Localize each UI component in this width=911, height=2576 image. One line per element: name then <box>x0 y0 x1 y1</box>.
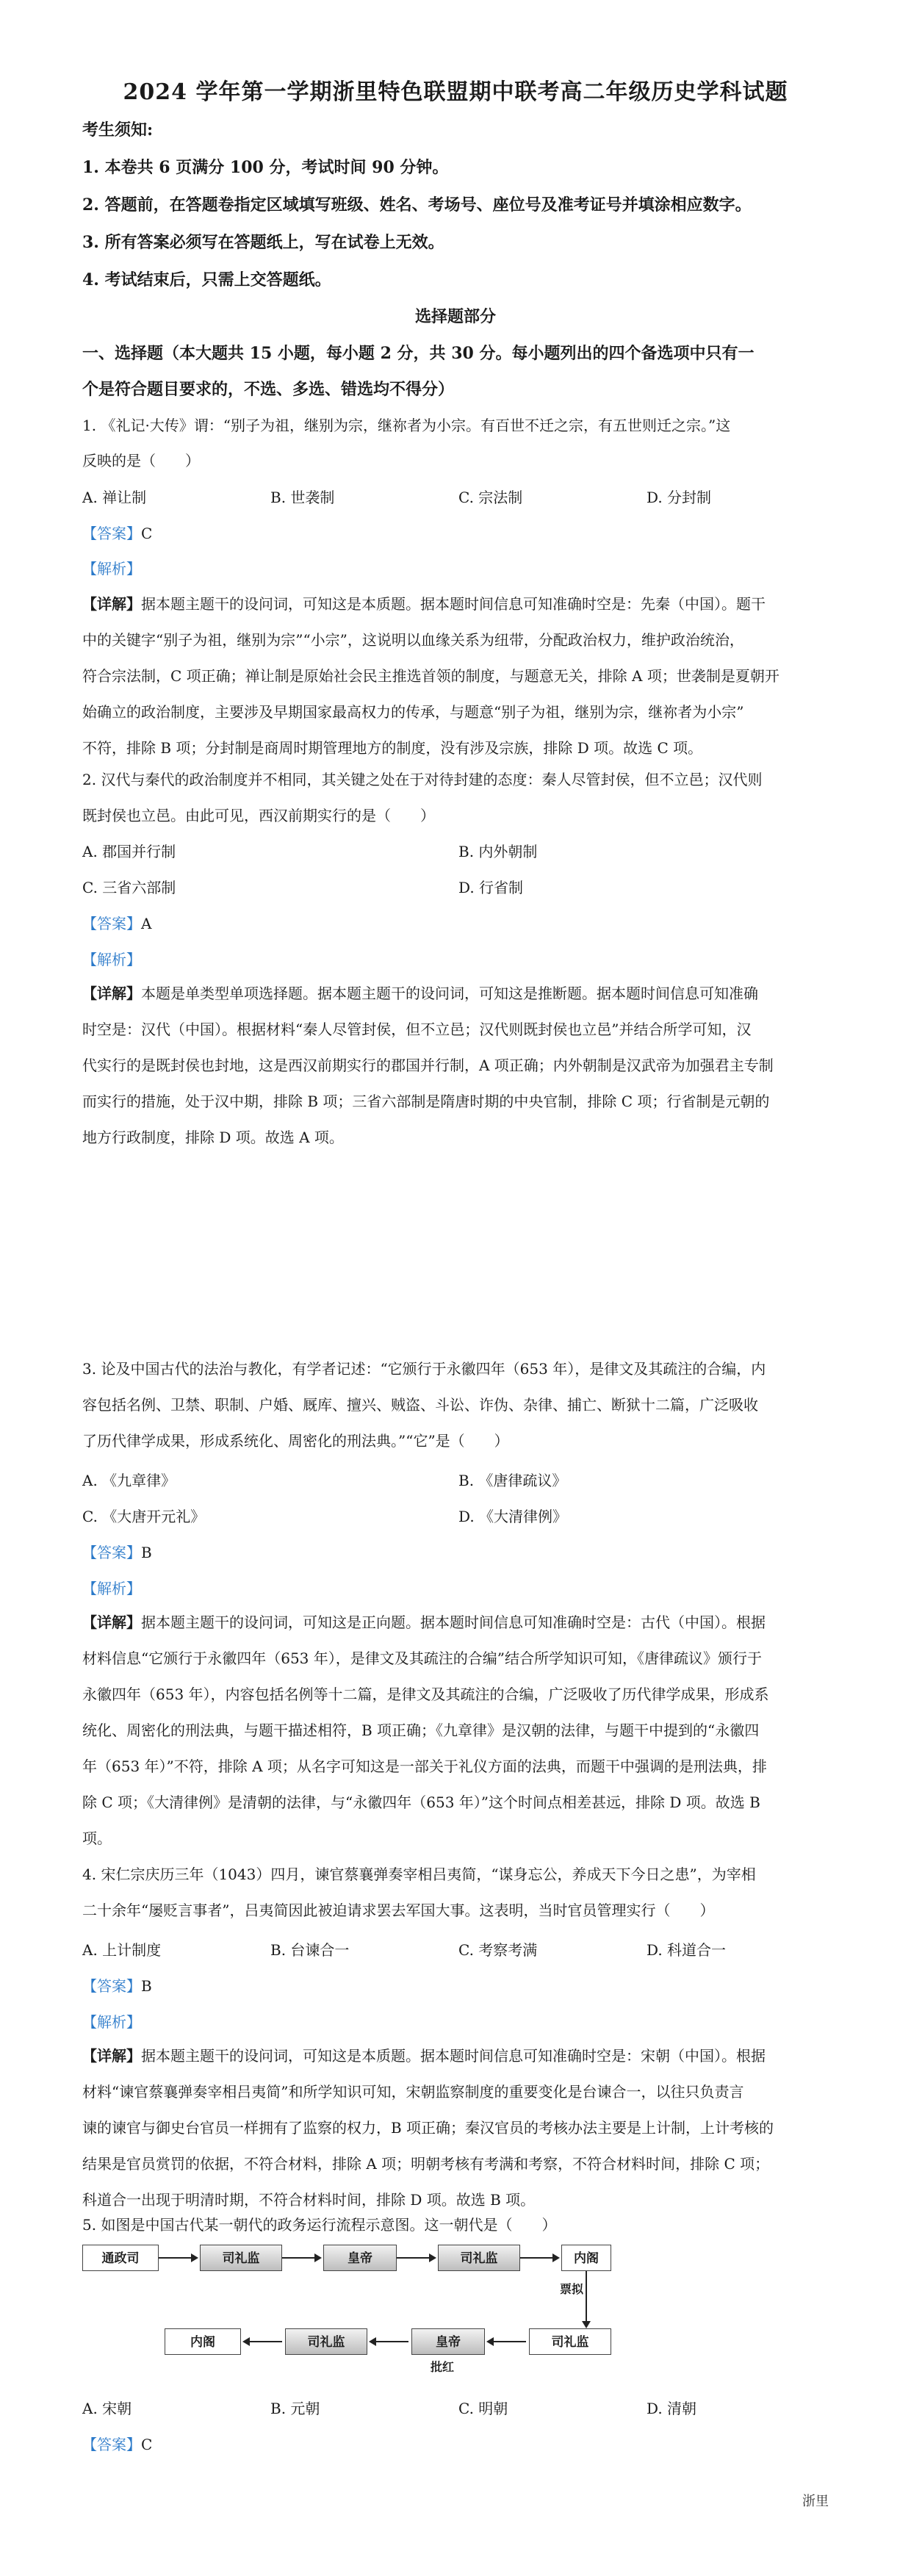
q4-answer-value: B <box>141 1977 152 1995</box>
q5-option-b: B. 元朝 <box>270 2400 320 2417</box>
flow-box-silijian-4: 司礼监 <box>529 2328 611 2355</box>
answer-tag: 【答案】 <box>82 1544 141 1561</box>
q3-option-d: D. 《大清律例》 <box>458 1508 568 1525</box>
q1-detail <box>82 586 829 766</box>
flow-arrow-right-icon <box>520 2257 558 2259</box>
q4-detail-line: 谏的谏官与御史台官员一样拥有了监察的权力，B 项正确；秦汉官员的考核办法主要是上计制，上计考核的 <box>82 2119 774 2137</box>
q1-detail-line: 始确立的政治制度，主要涉及早期国家最高权力的传承，与题意“别子为祖，继别为宗，继祢者为小宗” <box>82 703 744 721</box>
answer-tag: 【答案】 <box>82 915 141 932</box>
q2-detail-line: 而实行的措施，处于汉中期，排除 B 项；三省六部制是隋唐时期的中央官制，排除 C 项；行省制是元朝的 <box>82 1093 770 1110</box>
flow-arrow-right-icon <box>159 2257 197 2259</box>
flow-box-silijian-1: 司礼监 <box>200 2245 282 2271</box>
q4-stem-line: 二十余年“屡贬言事者”，吕夷简因此被迫请求罢去军国大事。这表明，当时官员管理实行（ ） <box>82 1902 715 1919</box>
flow-box-neige-2: 内阁 <box>165 2328 241 2355</box>
q3-stem-line: 容包括名例、卫禁、职制、户婚、厩库、擅兴、贼盗、斗讼、诈伪、杂律、捕亡、断狱十二篇，广泛吸收 <box>82 1396 758 1414</box>
footer-mark: 浙里 <box>802 2494 829 2509</box>
q3-option-a: A. 《九章律》 <box>82 1472 176 1489</box>
q2-detail-line: 代实行的是既封侯也封地，这是西汉前期实行的郡国并行制，A 项正确；内外朝制是汉武帝为加强君主专制 <box>82 1057 774 1074</box>
flow-box-silijian-2: 司礼监 <box>438 2245 520 2271</box>
q4-detail <box>82 2038 829 2218</box>
q1-option-b: B. 世袭制 <box>270 489 335 506</box>
q3-detail-line: 年（653 年）”不符，排除 A 项；从名字可知这是一部关于礼仪方面的法典，而题干中强调的是刑法典，排 <box>82 1757 767 1775</box>
detail-tag: 【详解】 <box>82 985 141 1002</box>
notice-heading: 考生须知: <box>82 120 154 140</box>
q4-detail-line: 科道合一出现于明清时期，不符合材料时间，排除 D 项。故选 B 项。 <box>82 2191 536 2209</box>
q1-option-c: C. 宗法制 <box>458 489 523 506</box>
q3-detail-line: 项。 <box>82 1830 112 1847</box>
q3-option-c: C. 《大唐开元礼》 <box>82 1508 206 1525</box>
flow-box-tongzhengsi: 通政司 <box>82 2245 159 2271</box>
q3-detail-line: 永徽四年（653 年），内容包括名例等十二篇，是律文及其疏注的合编，广泛吸收了历代律学成果，形成系 <box>82 1685 769 1703</box>
q5-option-a: A. 宋朝 <box>82 2400 132 2417</box>
q4-detail-line: 材料“谏官蔡襄弹奏宰相吕夷简”和所学知识可知，宋朝监察制度的重要变化是台谏合一，以往只负责言 <box>82 2083 744 2101</box>
notice-item-4: 4. 考试结束后，只需上交答题纸。 <box>82 270 331 289</box>
q3-detail-line: 【详解】据本题主题干的设问词，可知这是正向题。据本题时间信息可知准确时空是：古代（中国）。根据 <box>82 1613 766 1631</box>
q2-option-a: A. 郡国并行制 <box>82 843 176 860</box>
answer-tag: 【答案】 <box>82 1977 141 1995</box>
notice-item-2: 2. 答题前，在答题卷指定区域填写班级、姓名、考场号、座位号及准考证号并填涂相应数字。 <box>82 195 752 215</box>
answer-tag: 【答案】 <box>82 525 141 542</box>
q2-option-d: D. 行省制 <box>458 879 524 896</box>
flow-arrow-left-icon <box>488 2341 526 2342</box>
q1-option-a: A. 禅让制 <box>82 489 147 506</box>
flow-arrow-left-icon <box>370 2341 408 2342</box>
q5-option-d: D. 清朝 <box>647 2400 697 2417</box>
q4-option-a: A. 上计制度 <box>82 1941 162 1959</box>
q5-answer <box>82 2433 152 2454</box>
q4-option-b: B. 台谏合一 <box>270 1941 350 1959</box>
section1-line2: 个是符合题目要求的，不选、多选、错选均不得分） <box>82 380 455 399</box>
q1-detail-line: 【详解】据本题主题干的设问词，可知这是本质题。据本题时间信息可知准确时空是：先秦（中国）。题干 <box>82 595 766 613</box>
q3-stem-line: 了历代律学成果，形成系统化、周密化的刑法典。”“它”是（ ） <box>82 1432 509 1450</box>
q4-detail-line: 结果是官员赏罚的依据，不符合材料，排除 A 项；明朝考核有考满和考察，不符合材料时间，排除 C 项； <box>82 2155 770 2173</box>
notice-item-3: 3. 所有答案必须写在答题纸上，写在试卷上无效。 <box>82 233 444 252</box>
flowchart <box>82 2245 611 2373</box>
q1-option-d: D. 分封制 <box>647 489 712 506</box>
flow-arrow-left-icon <box>244 2341 282 2342</box>
q4-detail-line: 【详解】据本题主题干的设问词，可知这是本质题。据本题时间信息可知准确时空是：宋朝（中国）。根据 <box>82 2047 766 2065</box>
q2-analysis-tag: 【解析】 <box>82 951 141 968</box>
q4-analysis-tag: 【解析】 <box>82 2013 141 2031</box>
q1-detail-line: 中的关键字“别子为祖，继别为宗”“小宗”，这说明以血缘关系为纽带，分配政治权力，维护政治统治， <box>82 631 744 649</box>
q1-analysis-tag: 【解析】 <box>82 560 141 578</box>
q2-detail <box>82 976 829 1156</box>
q2-option-c: C. 三省六部制 <box>82 879 176 896</box>
flow-label-pihong: 批红 <box>431 2360 455 2374</box>
q3-detail-line: 除 C 项；《大清律例》是清朝的法律，与“永徽四年（653 年）”这个时间点相差甚远，排除 D 项。故选 B <box>82 1794 760 1811</box>
q3-stem <box>82 1351 829 1459</box>
answer-tag: 【答案】 <box>82 2436 141 2453</box>
notice-item-1: 1. 本卷共 6 页满分 100 分，考试时间 90 分钟。 <box>82 158 449 177</box>
flow-box-silijian-3: 司礼监 <box>285 2328 367 2355</box>
q3-answer-value: B <box>141 1544 152 1561</box>
q2-option-b: B. 内外朝制 <box>458 843 538 860</box>
q3-analysis-tag: 【解析】 <box>82 1580 141 1597</box>
q3-detail-line: 统化、周密化的刑法典，与题干描述相符，B 项正确；《九章律》是汉朝的法律，与题干中提到的“永徽四 <box>82 1721 760 1739</box>
section1-line1: 一、选择题（本大题共 15 小题，每小题 2 分，共 30 分。每小题列出的四个备选项中只有一 <box>82 344 755 363</box>
q1-stem-line2: 反映的是（ ） <box>82 452 200 469</box>
q1-answer <box>82 522 152 543</box>
flow-box-huangdi-1: 皇帝 <box>323 2245 397 2271</box>
q4-answer <box>82 1974 152 1996</box>
q3-stem-line: 3. 论及中国古代的法治与教化，有学者记述：“它颁行于永徽四年（653 年），是律文及其疏注的合编，内 <box>82 1360 766 1378</box>
q1-detail-line: 不符，排除 B 项；分封制是商周时期管理地方的制度，没有涉及宗族，排除 D 项。故选 C 项。 <box>82 739 703 757</box>
page-title: 2024 学年第一学期浙里特色联盟期中联考高二年级历史学科试题 <box>123 79 788 105</box>
flow-box-huangdi-2: 皇帝 <box>411 2328 485 2355</box>
q1-detail-line: 符合宗法制，C 项正确；禅让制是原始社会民主推选首领的制度，与题意无关，排除 A 项；世袭制是夏朝开 <box>82 667 779 685</box>
q2-detail-line: 时空是：汉代（中国）。根据材料“秦人尽管封侯，但不立邑；汉代则既封侯也立邑”并结合所学可知，汉 <box>82 1021 752 1038</box>
q4-stem <box>82 1857 829 1929</box>
q1-answer-value: C <box>141 525 153 542</box>
section-title: 选择题部分 <box>414 307 496 326</box>
q3-option-b: B. 《唐律疏议》 <box>458 1472 567 1489</box>
flow-label-piaoni: 票拟 <box>560 2282 584 2296</box>
q5-option-c: C. 明朝 <box>458 2400 508 2417</box>
q2-stem-line2: 既封侯也立邑。由此可见，西汉前期实行的是（ ） <box>82 807 435 824</box>
flow-arrow-down-icon <box>586 2271 587 2327</box>
q1-stem-line1: 1. 《礼记·大传》谓：“别子为祖，继别为宗，继祢者为小宗。有百世不迁之宗，有五世则迁之宗。”这 <box>82 417 731 434</box>
q3-detail <box>82 1605 829 1857</box>
q4-option-c: C. 考察考满 <box>458 1941 538 1959</box>
q3-answer <box>82 1541 152 1562</box>
q2-detail-line: 地方行政制度，排除 D 项。故选 A 项。 <box>82 1129 344 1146</box>
detail-tag: 【详解】 <box>82 595 141 613</box>
q4-stem-line: 4. 宋仁宗庆历三年（1043）四月，谏官蔡襄弹奏宰相吕夷简，“谋身忘公，养成天下今日之患”，为宰相 <box>82 1866 756 1883</box>
q2-answer <box>82 912 151 933</box>
flow-arrow-right-icon <box>397 2257 435 2259</box>
flow-box-neige-1: 内阁 <box>561 2245 611 2271</box>
q5-stem: 5. 如图是中国古代某一朝代的政务运行流程示意图。这一朝代是（ ） <box>82 2216 557 2234</box>
q4-option-d: D. 科道合一 <box>647 1941 727 1959</box>
flow-arrow-right-icon <box>282 2257 320 2259</box>
detail-tag: 【详解】 <box>82 1613 141 1631</box>
q2-stem-line1: 2. 汉代与秦代的政治制度并不相同，其关键之处在于对待封建的态度：秦人尽管封侯，但不立邑；汉代则 <box>82 771 763 788</box>
q5-answer-value: C <box>141 2436 153 2453</box>
q2-detail-line: 【详解】本题是单类型单项选择题。据本题主题干的设问词，可知这是推断题。据本题时间信息可知准确 <box>82 985 758 1002</box>
detail-tag: 【详解】 <box>82 2047 141 2065</box>
q2-answer-value: A <box>141 915 152 932</box>
q3-detail-line: 材料信息“它颁行于永徽四年（653 年），是律文及其疏注的合编”结合所学知识可知，《唐律疏议》颁行于 <box>82 1649 762 1667</box>
